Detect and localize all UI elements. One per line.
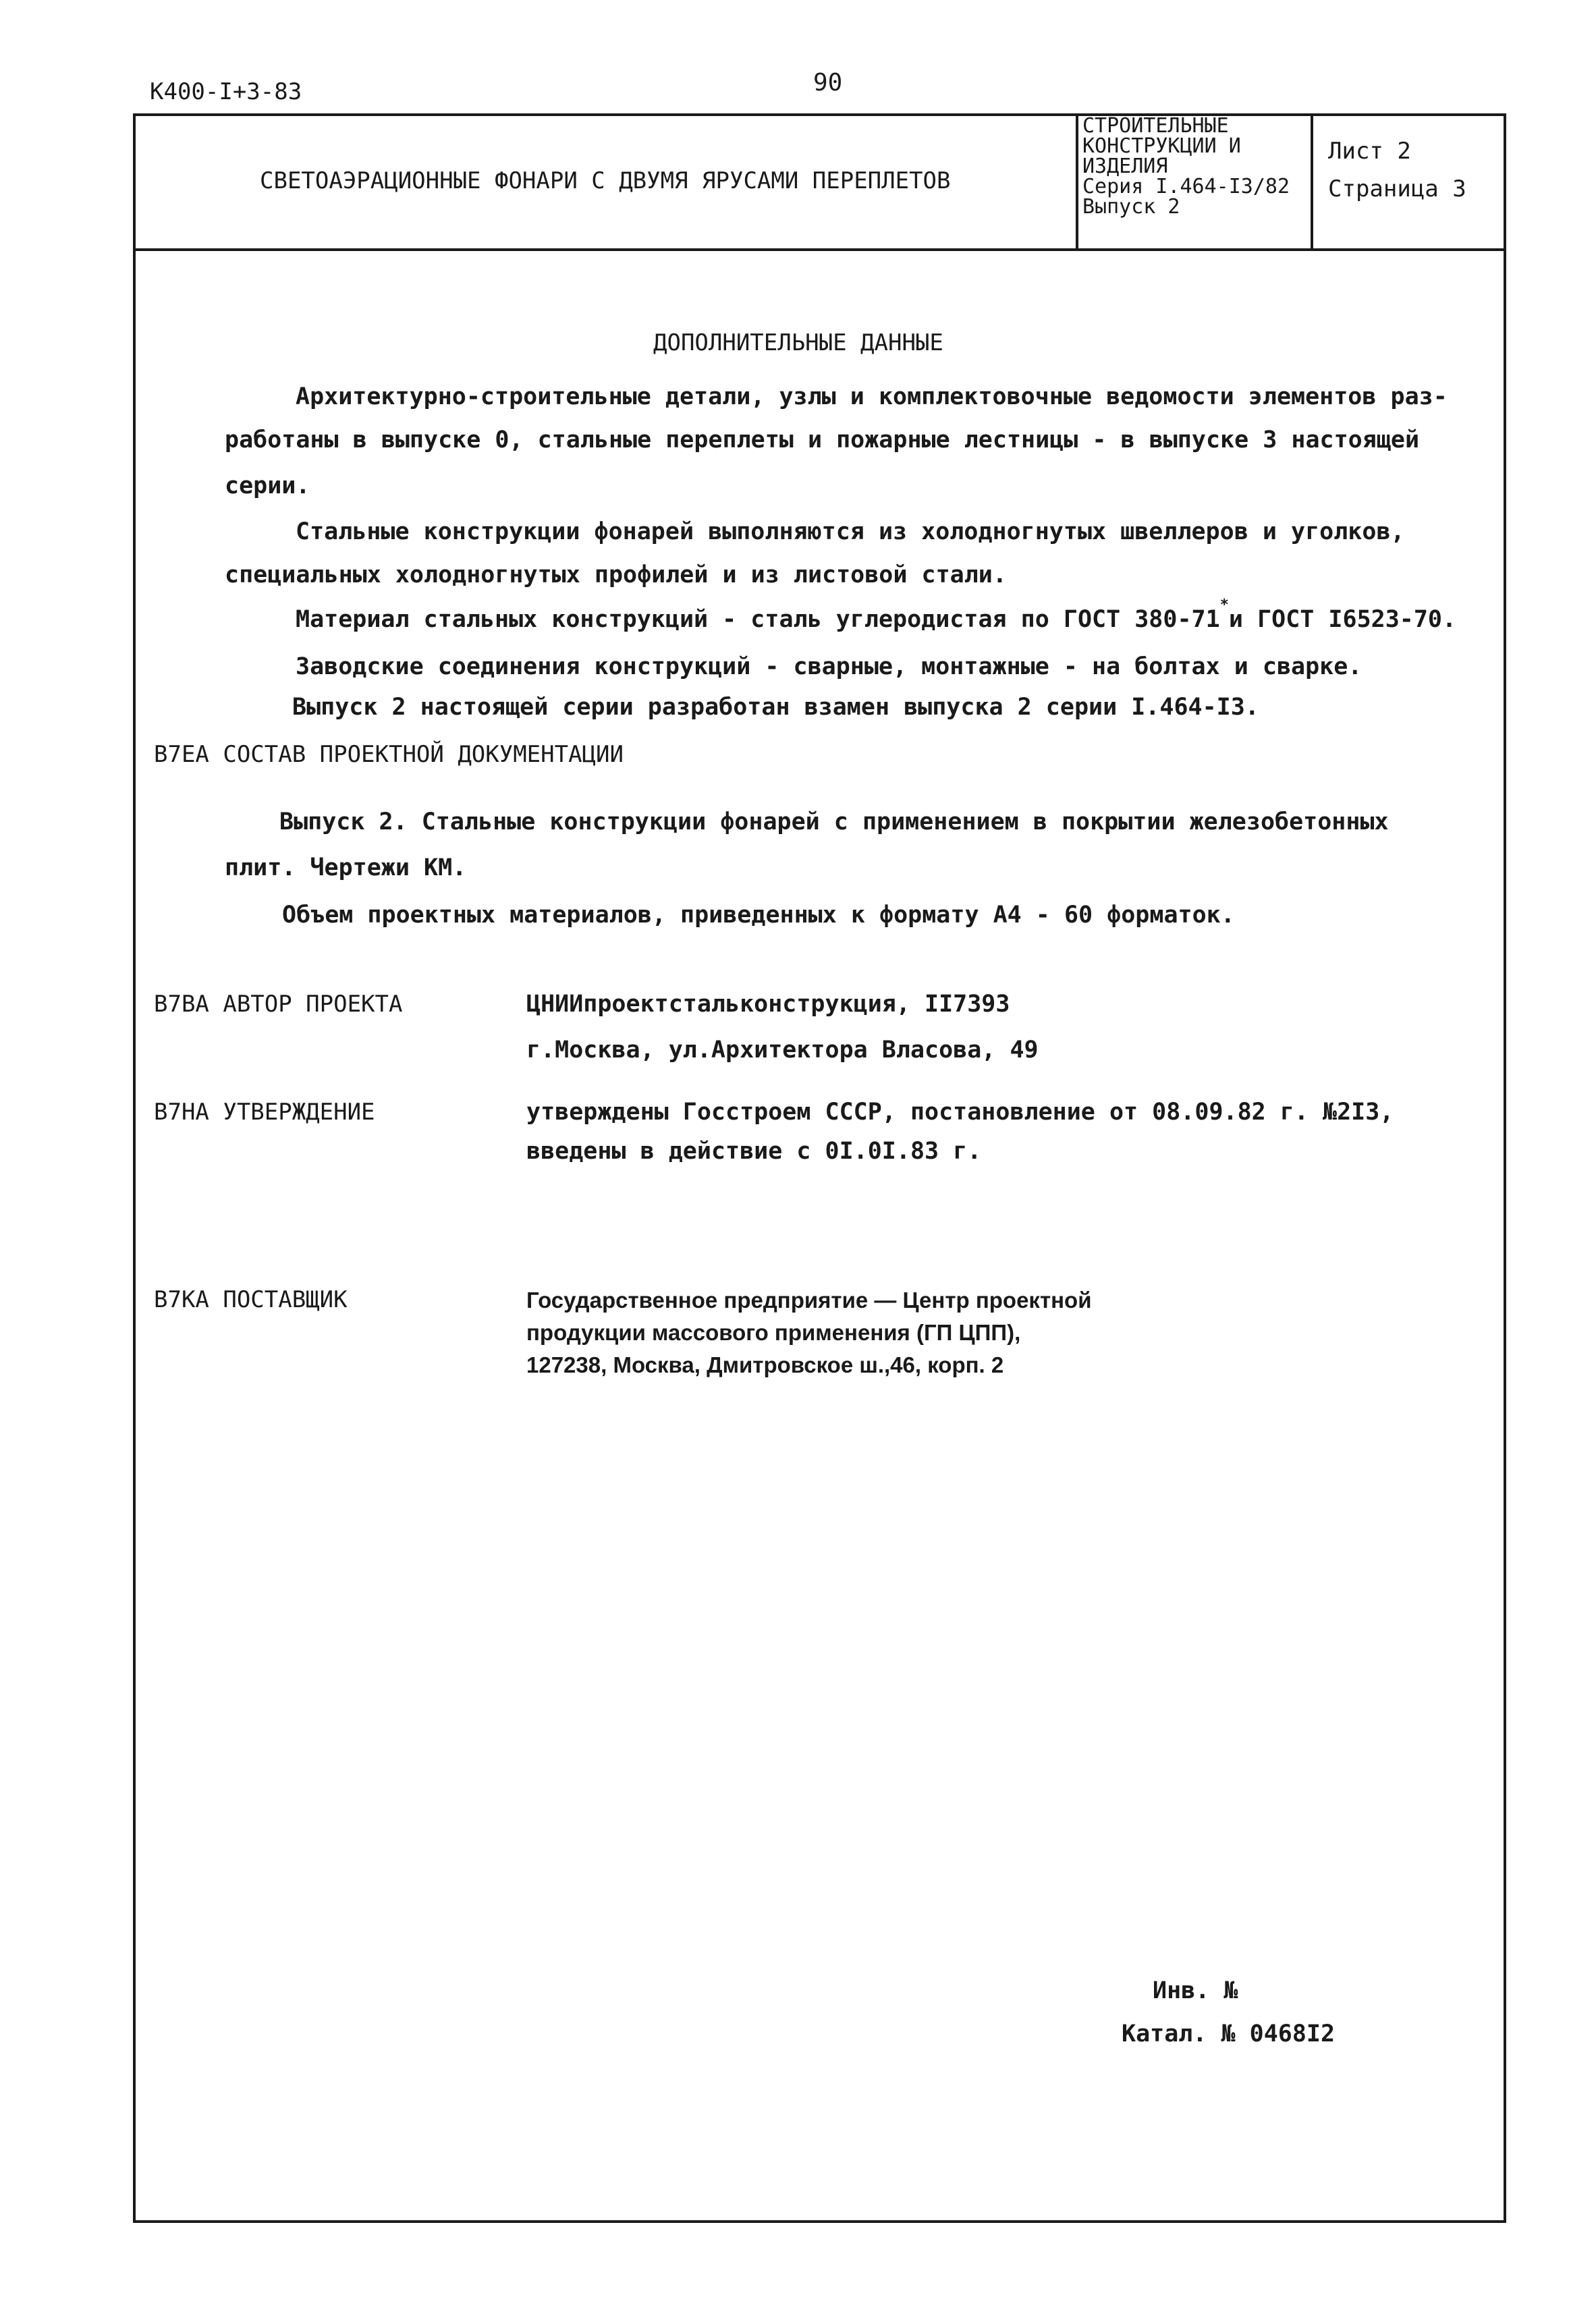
paragraph-line: серии. — [225, 472, 310, 499]
sheet-number: Лист 2 — [1328, 138, 1411, 165]
supplier-line: продукции массового применения (ГП ЦПП), — [526, 1320, 1021, 1345]
paragraph-line: Объем проектных материалов, приведенных к формату А4 - 60 форматок. — [282, 902, 1235, 929]
page-label: Страница 3 — [1328, 175, 1466, 202]
paragraph-line: работаны в выпуске 0, стальные переплеты и пожарные лестницы - в выпуске 3 настоящей — [225, 426, 1420, 453]
paragraph-line: Выпуск 2. Стальные конструкции фонарей с применением в покрытии железобетонных — [279, 808, 1389, 835]
paragraph-line: Выпуск 2 настоящей серии разработан взамен выпуска 2 серии I.464-I3. — [292, 694, 1259, 721]
supplier-label: В7КА ПОСТАВЩИК — [154, 1286, 348, 1313]
asterisk-mark: * — [1219, 597, 1229, 613]
series-line: ИЗДЕЛИЯ — [1082, 155, 1168, 178]
header-column-divider — [1076, 113, 1078, 250]
author-line: ЦНИИпроектстальконструкция, II7393 — [526, 991, 1010, 1018]
paragraph-line: специальных холодногнутых профилей и из листовой стали. — [225, 561, 1007, 588]
inventory-number: Инв. № — [1153, 1977, 1238, 2004]
paragraph-line: Архитектурно-строительные детали, узлы и комплектовочные ведомости элементов раз- — [296, 383, 1448, 410]
additional-data-heading: ДОПОЛНИТЕЛЬНЫЕ ДАННЫЕ — [653, 329, 943, 356]
paragraph-line: Стальные конструкции фонарей выполняются из холодногнутых швеллеров и уголков, — [296, 518, 1405, 545]
material-text-end: и ГОСТ I6523-70. — [1228, 606, 1457, 633]
supplier-line: Государственное предприятие — Центр проектной — [526, 1288, 1092, 1313]
document-code: К400-I+3-83 — [150, 78, 302, 105]
paragraph-line: плит. Чертежи КМ. — [225, 854, 467, 881]
paragraph-line: Заводские соединения конструкций - сварные, монтажные - на болтах и сварке. — [296, 653, 1363, 680]
approval-label: В7НА УТВЕРЖДЕНИЕ — [154, 1099, 375, 1126]
header-divider — [133, 248, 1506, 251]
approval-line: утверждены Госстроем СССР, постановление от 08.09.82 г. №2I3, — [526, 1099, 1394, 1126]
series-line: КОНСТРУКЦИИ И — [1082, 134, 1241, 158]
series-line: Выпуск 2 — [1082, 195, 1180, 219]
page-number: 90 — [813, 69, 843, 97]
composition-heading: В7ЕА СОСТАВ ПРОЕКТНОЙ ДОКУМЕНТАЦИИ — [154, 741, 624, 768]
document-title: СВЕТОАЭРАЦИОННЫЕ ФОНАРИ С ДВУМЯ ЯРУСАМИ ПЕРЕПЛЕТОВ — [260, 167, 951, 194]
header-column-divider — [1311, 113, 1313, 250]
paragraph-line — [296, 597, 1457, 633]
author-address: г.Москва, ул.Архитектора Власова, 49 — [526, 1037, 1039, 1064]
approval-line: введены в действие с 0I.0I.83 г. — [526, 1138, 982, 1165]
sheet-info — [1328, 132, 1466, 208]
catalog-number: Катал. № 0468I2 — [1122, 2020, 1336, 2047]
material-text: Материал стальных конструкций - сталь углеродистая по ГОСТ 380-71 — [296, 606, 1220, 633]
series-line: Серия I.464-I3/82 — [1082, 175, 1290, 198]
series-info — [1082, 116, 1309, 244]
author-label: В7ВА АВТОР ПРОЕКТА — [154, 991, 403, 1018]
series-line: СТРОИТЕЛЬНЫЕ — [1082, 116, 1229, 138]
supplier-address: 127238, Москва, Дмитровское ш.,46, корп. 2 — [526, 1352, 1004, 1377]
